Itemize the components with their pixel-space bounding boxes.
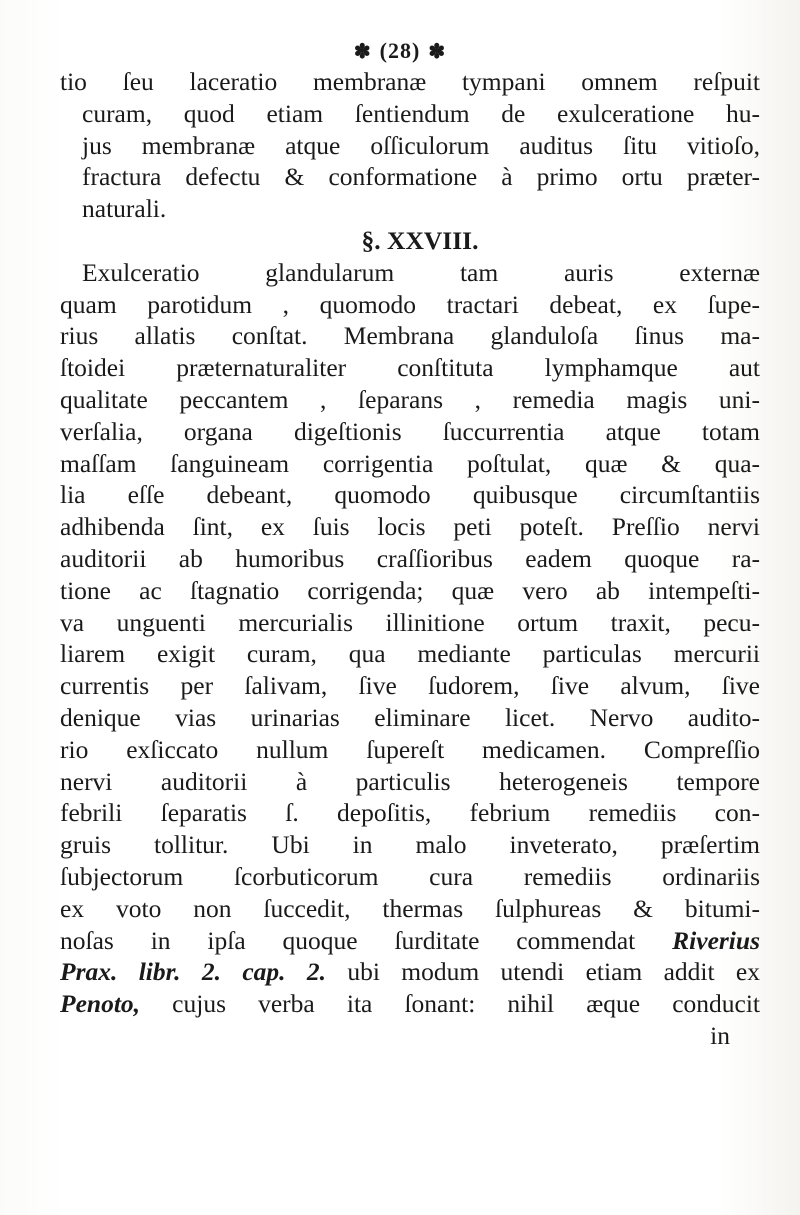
page-number: (28) <box>379 38 421 63</box>
text-line: denique vias urinarias eliminare licet. Nervo audito- <box>60 702 760 732</box>
text-span: ubi modum utendi etiam addit ex <box>347 957 760 987</box>
ornament-right-icon: ✽ <box>428 41 447 63</box>
text-line: va unguenti mercurialis illinitione ortum traxit, pecu- <box>60 607 760 637</box>
text-line: Exulceratio glandularum tam auris externæ <box>82 257 760 287</box>
text-line: ſubjectorum ſcorbuticorum cura remediis ordinariis <box>60 861 760 891</box>
text-line: jus membranæ atque oſſiculorum auditus ſitu vitioſo, <box>82 130 760 160</box>
italic-reference: Prax. libr. 2. cap. 2. <box>60 957 326 987</box>
text-line: quam parotidum , quomodo tractari debeat, ex ſupe- <box>60 289 760 319</box>
text-line: curam, quod etiam ſentiendum de exulceratione hu- <box>82 98 760 128</box>
italic-reference: Penoto, <box>60 989 141 1019</box>
text-line: fractura defectu & conformatione à primo ortu præter- <box>82 162 760 192</box>
text-line: verſalia, organa digeſtionis ſuccurrentia atque totam <box>60 416 760 446</box>
text-span: noſas in ipſa quoque ſurditate commendat <box>60 925 636 955</box>
text-line: gruis tollitur. Ubi in malo inveterato, præſertim <box>60 830 760 860</box>
text-line: naturali. <box>82 194 167 224</box>
section-heading: §. XXVIII. <box>361 225 479 255</box>
page-header <box>0 38 800 64</box>
italic-reference: Riverius <box>672 925 760 955</box>
text-line: adhibenda ſint, ex ſuis locis peti poteſt. Preſſio nervi <box>60 512 760 542</box>
ornament-left-icon: ✽ <box>353 41 372 63</box>
text-line: liarem exigit curam, qua mediante particulas mercurii <box>60 639 760 669</box>
text-line: rio exſiccato nullum ſupereſt medicamen. Compreſſio <box>60 734 760 764</box>
text-line: tio ſeu laceratio membranæ tympani omnem reſpuit <box>60 67 760 96</box>
text-line: maſſam ſanguineam corrigentia poſtulat, quæ & qua- <box>60 448 760 478</box>
text-line: qualitate peccantem , ſeparans , remedia magis uni- <box>60 384 760 414</box>
text-line <box>60 925 760 957</box>
text-line: rius allatis conſtat. Membrana glanduloſa ſinus ma- <box>60 321 760 351</box>
text-line <box>60 988 760 1020</box>
text-line: nervi auditorii à particulis heterogeneis tempore <box>60 766 760 796</box>
text-line: ſtoidei præternaturaliter conſtituta lymphamque aut <box>60 353 760 383</box>
text-line: currentis per ſalivam, ſive ſudorem, ſive alvum, ſive <box>60 671 760 701</box>
text-line: auditorii ab humoribus craſſioribus eadem quoque ra- <box>60 543 760 573</box>
text-line: lia eſſe debeant, quomodo quibusque circumſtantiis <box>60 480 760 510</box>
body-text <box>60 66 760 1052</box>
text-span: cujus verba ita ſonant: nihil æque conducit <box>172 989 760 1019</box>
text-line: tione ac ſtagnatio corrigenda; quæ vero ab intempeſti- <box>60 575 760 605</box>
catchword: in <box>710 1020 730 1050</box>
text-line: ex voto non ſuccedit, thermas ſulphureas & bitumi- <box>60 893 760 923</box>
text-line: febrili ſeparatis ſ. depoſitis, febrium remediis con- <box>60 798 760 828</box>
text-line <box>60 956 760 988</box>
